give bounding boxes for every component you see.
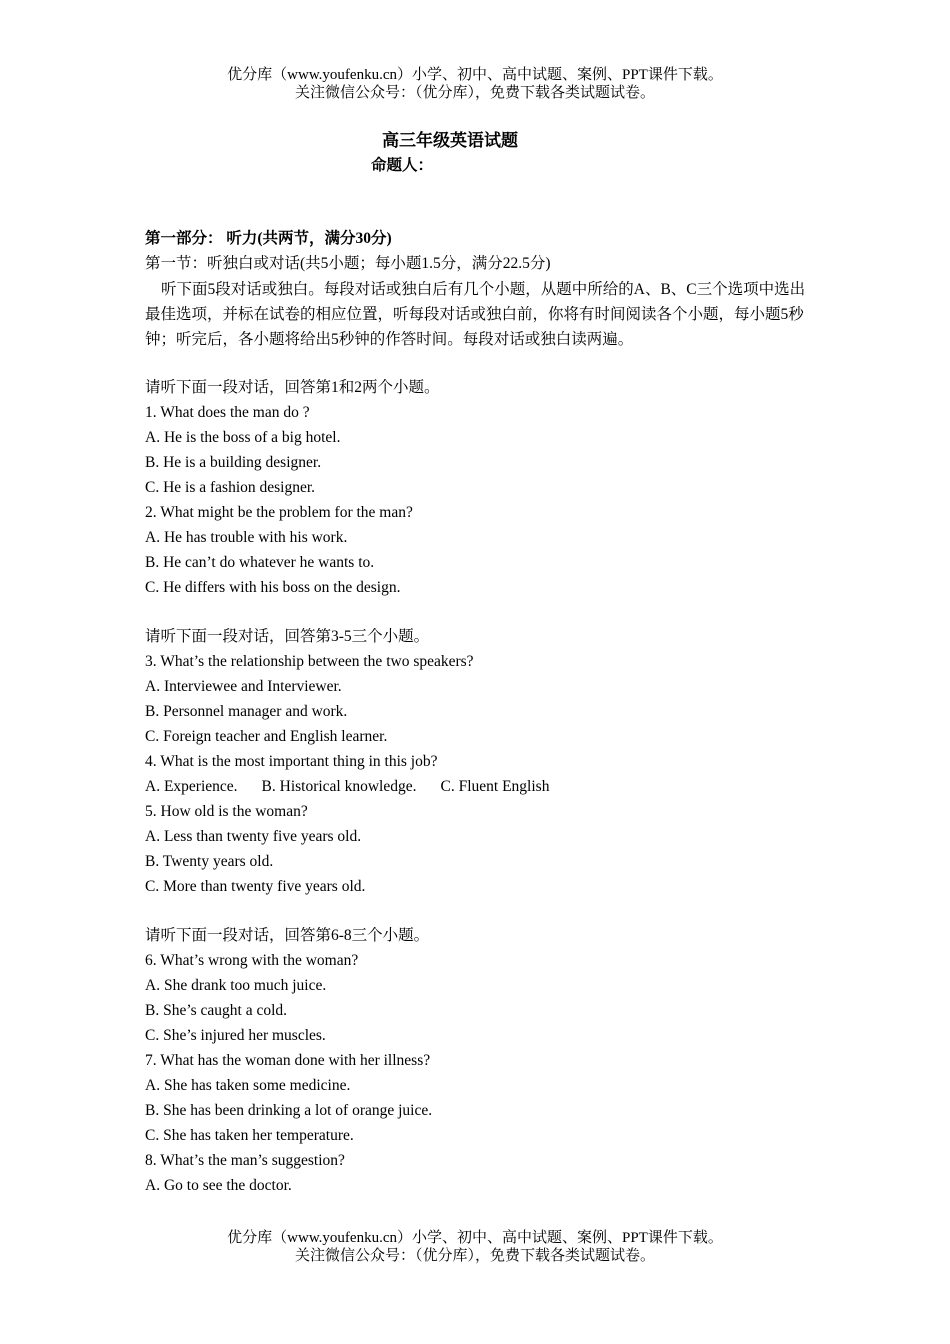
header-line-1: 优分库（www.youfenku.cn）小学、初中、高中试题、案例、PPT课件下载。 xyxy=(227,67,723,83)
page-header xyxy=(0,66,950,102)
question-7: 7. What has the woman done with her illness? xyxy=(145,1052,431,1069)
question-4: 4. What is the most important thing in this job? xyxy=(145,753,438,770)
footer-line-1: 优分库（www.youfenku.cn）小学、初中、高中试题、案例、PPT课件下载。 xyxy=(227,1230,723,1246)
option-2b: B. He can’t do whatever he wants to. xyxy=(145,554,375,571)
part1-heading: 第一部分： 听力(共两节，满分30分) xyxy=(145,230,392,247)
dialogue-intro-1: 请听下面一段对话，回答第1和2两个小题。 xyxy=(145,379,440,396)
page-title: 高三年级英语试题 xyxy=(382,131,518,150)
option-6a: A. She drank too much juice. xyxy=(145,977,327,994)
question-6: 6. What’s wrong with the woman? xyxy=(145,952,359,969)
footer-line-2: 关注微信公众号：（优分库），免费下载各类试题试卷。 xyxy=(294,1248,655,1264)
option-7a: A. She has taken some medicine. xyxy=(145,1077,351,1094)
question-setter: 命题人： xyxy=(371,157,434,174)
option-7c: C. She has taken her temperature. xyxy=(145,1127,354,1144)
question-1: 1. What does the man do ? xyxy=(145,404,310,421)
option-3c: C. Foreign teacher and English learner. xyxy=(145,728,388,745)
option-1b: B. He is a building designer. xyxy=(145,454,322,471)
option-2a: A. He has trouble with his work. xyxy=(145,529,348,546)
option-6b: B. She’s caught a cold. xyxy=(145,1002,288,1019)
instructions-paragraph: 听下面5段对话或独白。每段对话或独白后有几个小题，从题中所给的A、B、C三个选项中选出最佳选项，并标在试卷的相应位置，听每段对话或独白前，你将有时间阅读各个小题，每小题5秒钟；听完后，各小题将给出5秒钟的作答时间。每段对话或独白读两遍。 xyxy=(145,281,806,348)
section1-heading: 第一节：听独白或对话(共5小题；每小题1.5分，满分22.5分) xyxy=(145,255,551,272)
option-4b: B. Historical knowledge. xyxy=(261,778,417,795)
option-5a: A. Less than twenty five years old. xyxy=(145,828,362,845)
question-2: 2. What might be the problem for the man? xyxy=(145,504,413,521)
question-8: 8. What’s the man’s suggestion? xyxy=(145,1152,345,1169)
option-8a: A. Go to see the doctor. xyxy=(145,1177,292,1194)
question-3: 3. What’s the relationship between the two speakers? xyxy=(145,653,474,670)
header-line-2: 关注微信公众号：（优分库），免费下载各类试题试卷。 xyxy=(294,85,655,101)
option-5c: C. More than twenty five years old. xyxy=(145,878,366,895)
option-2c: C. He differs with his boss on the design. xyxy=(145,579,401,596)
option-1a: A. He is the boss of a big hotel. xyxy=(145,429,341,446)
dialogue-intro-3: 请听下面一段对话，回答第6-8三个小题。 xyxy=(145,927,430,944)
option-3b: B. Personnel manager and work. xyxy=(145,703,348,720)
option-1c: C. He is a fashion designer. xyxy=(145,479,316,496)
option-3a: A. Interviewee and Interviewer. xyxy=(145,678,342,695)
dialogue-intro-2: 请听下面一段对话，回答第3-5三个小题。 xyxy=(145,628,430,645)
option-6c: C. She’s injured her muscles. xyxy=(145,1027,326,1044)
question-4-options xyxy=(145,777,549,797)
option-4c: C. Fluent English xyxy=(440,778,550,795)
option-5b: B. Twenty years old. xyxy=(145,853,274,870)
option-4a: A. Experience. xyxy=(145,778,238,795)
question-5: 5. How old is the woman? xyxy=(145,803,308,820)
page-footer xyxy=(0,1229,950,1265)
option-7b: B. She has been drinking a lot of orange juice. xyxy=(145,1102,433,1119)
